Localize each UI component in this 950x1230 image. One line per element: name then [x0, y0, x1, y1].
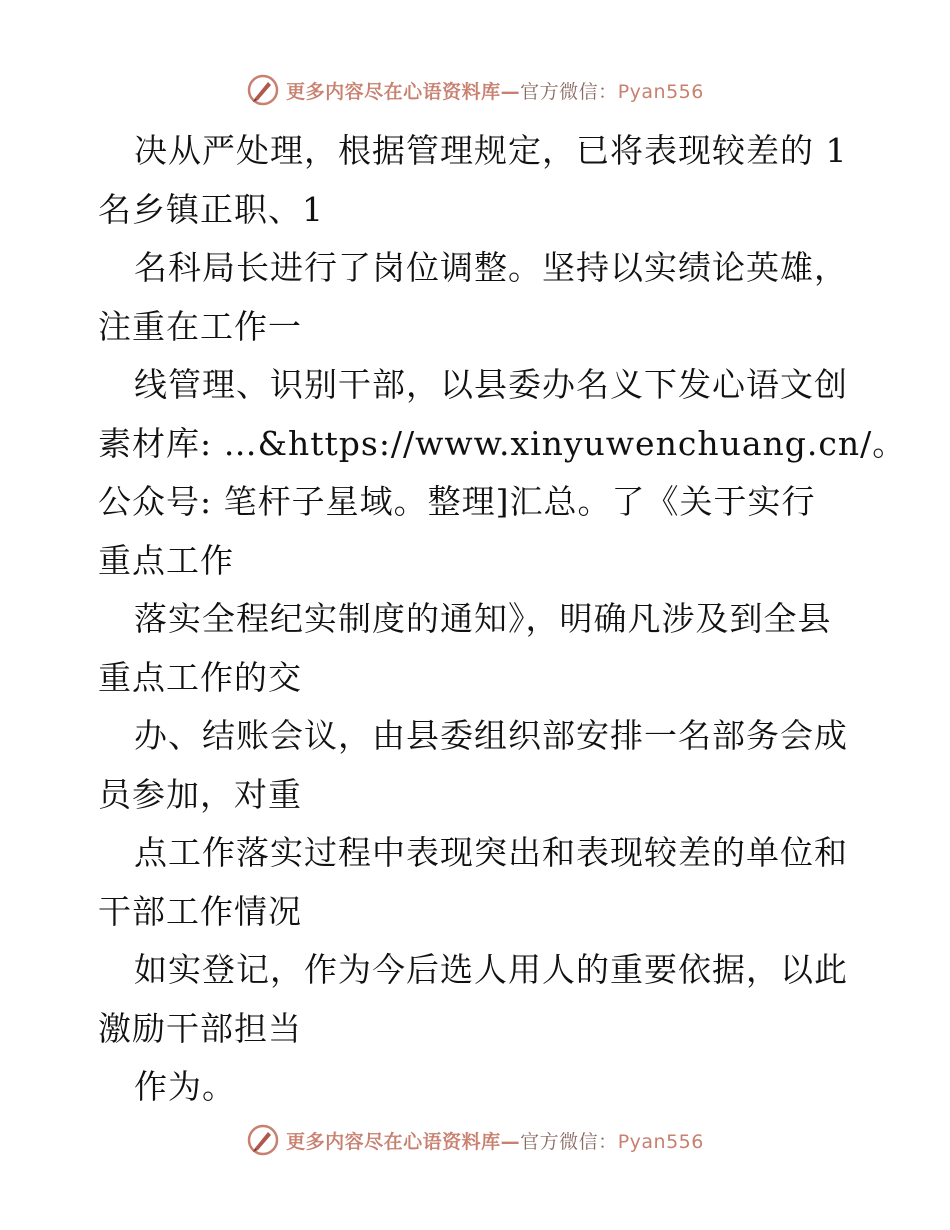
text-line: 激励干部担当	[98, 1008, 302, 1048]
quill-logo-icon	[246, 73, 280, 107]
text-line: 员参加，对重	[98, 774, 302, 814]
text-line: 重点工作的交	[98, 657, 302, 697]
watermark-site-text: 更多内容尽在心语资料库—	[286, 1130, 521, 1153]
text-line: 决从严处理，根据管理规定，已将表现较差的 1	[134, 131, 848, 170]
text-line: 如实登记，作为今后选人用人的重要依据，以此	[134, 950, 848, 989]
text-line: 线管理、识别干部，以县委办名义下发心语文创	[134, 365, 848, 404]
text-line: 办、结账会议，由县委组织部安排一名部务会成	[134, 716, 848, 755]
text-line: 点工作落实过程中表现突出和表现较差的单位和	[134, 833, 848, 872]
document-body	[98, 122, 907, 1117]
watermark-site-text: 更多内容尽在心语资料库—	[286, 80, 521, 103]
text-line: 注重在工作一	[98, 306, 302, 346]
header-watermark	[0, 70, 950, 110]
watermark-wechat-label: 官方微信：	[520, 1130, 618, 1153]
watermark-wechat-id: Pyan556	[617, 1130, 704, 1153]
text-line: 落实全程纪实制度的通知》，明确凡涉及到全县	[134, 599, 832, 638]
watermark-wechat-label: 官方微信：	[520, 80, 618, 103]
text-line: 重点工作	[98, 540, 234, 580]
watermark-text	[286, 1127, 704, 1154]
text-line: 公众号: 笔杆子星域。整理]汇总。了《关于实行	[98, 482, 816, 521]
text-line: 名乡镇正职、1	[98, 189, 324, 229]
watermark-wechat-id: Pyan556	[617, 80, 704, 103]
text-line: 名科局长进行了岗位调整。坚持以实绩论英雄，	[134, 248, 848, 287]
text-line: 素材库: …&https://www.xinyuwenchuang.cn/。	[98, 423, 907, 463]
quill-logo-icon	[246, 1123, 280, 1157]
watermark-text	[286, 77, 704, 104]
text-line: 作为。	[134, 1067, 236, 1106]
footer-watermark	[0, 1120, 950, 1160]
text-line: 干部工作情况	[98, 891, 302, 931]
